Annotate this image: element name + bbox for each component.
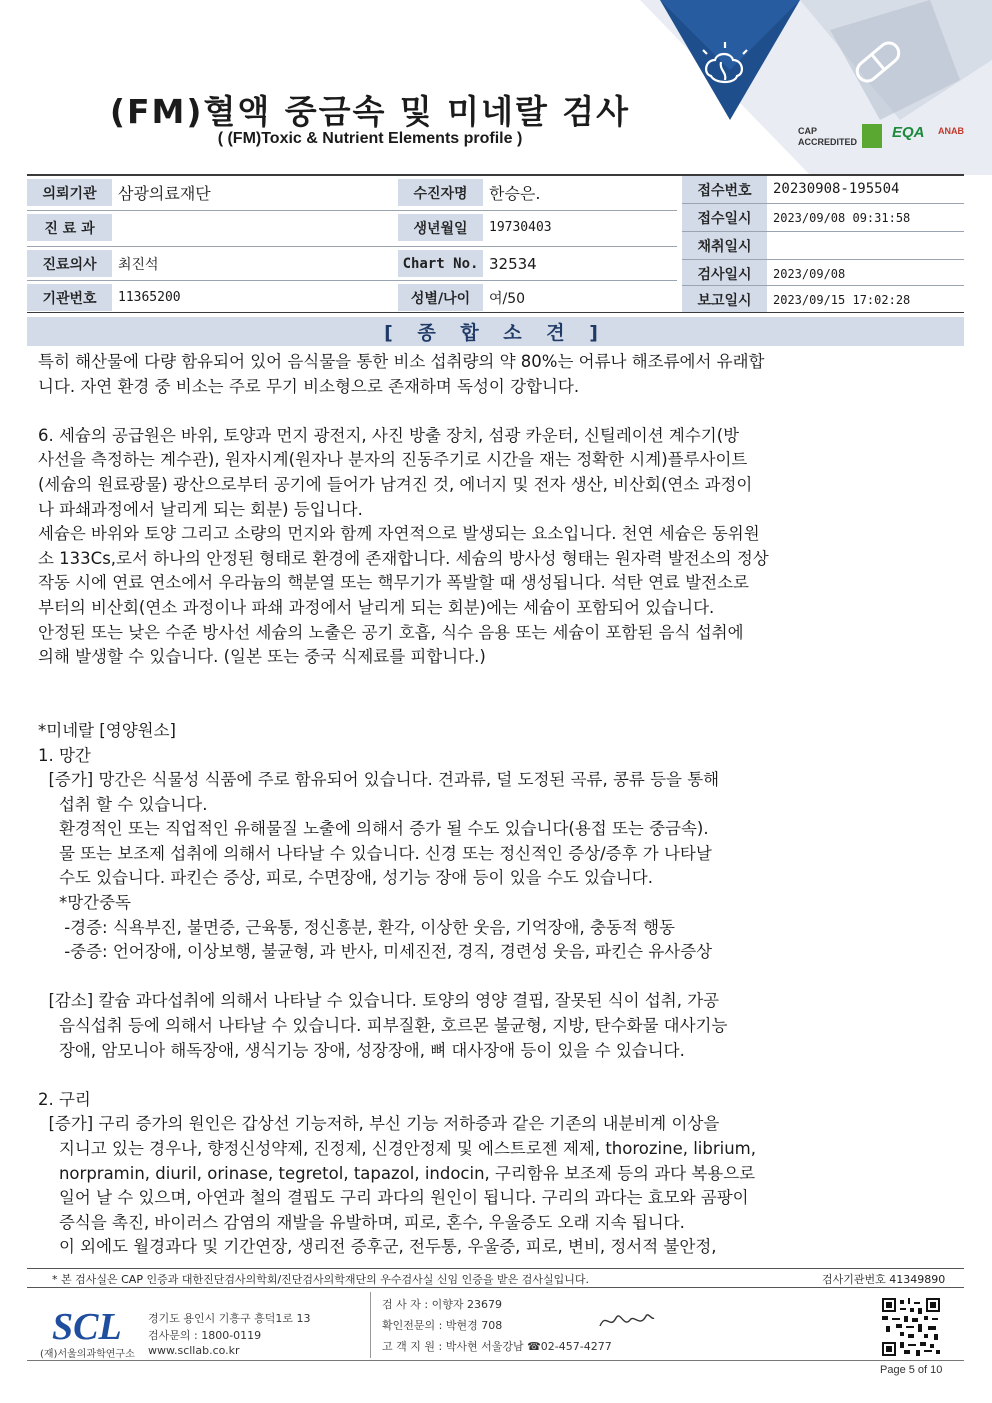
doctor-value: 최진석 — [118, 256, 159, 273]
customer-support: 고 객 지 원 : 박사현 서울강남 ☎02-457-4277 — [382, 1340, 612, 1353]
body-line: norpramin, diuril, orinase, tegretol, tapazol, indocin, 구리함유 보조제 등의 과다 복용으로 — [38, 1163, 756, 1183]
body-line: 증식을 촉진, 바이러스 감염의 재발을 유발하며, 피로, 혼수, 우울증도 오래 지속 됩니다. — [38, 1212, 685, 1232]
tester: 검 사 자 : 이향자 23679 — [382, 1298, 502, 1311]
cap-logo: CAP ACCREDITED — [798, 126, 858, 147]
body-line: 안정된 또는 낮은 수준 방사선 세슘의 노출은 공기 호흡, 식수 음용 또는 세슘이 포함된 음식 섭취에 — [38, 622, 744, 642]
confirming-physician: 확인전문의 : 박현경 708 — [382, 1319, 503, 1332]
table-row-divider — [27, 280, 677, 281]
body-line: [증가] 구리 증가의 원인은 갑상선 기능저하, 부신 기능 저하증과 같은 기존의 내분비계 이상을 — [38, 1114, 720, 1134]
body-line: (세슘의 원료광물) 광산으로부터 공기에 들어가 남겨진 것, 에너지 및 전자 생산, 비산회(연소 과정이 — [38, 474, 753, 494]
patient-label: 수진자명 — [398, 179, 483, 206]
body-line: 이 외에도 월경과다 및 기간연장, 생리전 증후군, 전두통, 우울증, 피로, 변비, 정서적 불안정, — [38, 1237, 717, 1257]
table-row-divider — [682, 259, 964, 260]
body-line: 부터의 비산회(연소 과정이나 파쇄 과정에서 날리게 되는 회분)에는 세슘이 포함되어 있습니다. — [38, 597, 715, 617]
lm-logo-icon — [862, 124, 882, 148]
org-address: 경기도 용인시 기흥구 흥덕1로 13 — [148, 1312, 311, 1325]
body-line — [38, 694, 938, 719]
report-date-value: 2023/09/15 17:02:28 — [773, 292, 911, 307]
summary-body — [38, 350, 938, 1260]
table-row-divider — [27, 210, 677, 211]
inst-no-value: 11365200 — [118, 290, 181, 305]
website-link[interactable]: www.scllab.co.kr — [148, 1344, 240, 1357]
body-line: 6. 세슘의 공급원은 바위, 토양과 먼지 광전지, 사진 방출 장치, 섬광 카운터, 신틸레이션 계수기(방 — [38, 425, 740, 445]
table-row-divider — [682, 203, 964, 204]
body-line: 지니고 있는 경우나, 향정신성약제, 진정제, 신경안정제 및 에스트로젠 제제, thorozine, librium, — [38, 1139, 756, 1158]
body-line: -경증: 식욕부진, 불면증, 근육통, 정신흥분, 환각, 이상한 웃음, 기억장애, 충동적 행동 — [38, 917, 675, 937]
body-line: -중증: 언어장애, 이상보행, 불균형, 과 반사, 미세진전, 경직, 경련성 웃음, 파킨슨 유사증상 — [38, 942, 713, 962]
registration-number: 검사기관번호 41349890 — [822, 1273, 946, 1286]
body-line: 일어 날 수 있으며, 아연과 철의 결핍도 구리 과다의 원인이 됩니다. 구리의 과다는 효모와 곰팡이 — [38, 1188, 749, 1208]
test-date-label: 검사일시 — [682, 260, 767, 287]
institution-label: 의뢰기관 — [27, 179, 112, 206]
table-row-divider — [682, 231, 964, 232]
body-line: 특히 해산물에 다량 함유되어 있어 음식물을 통한 비소 섭취량의 약 80%는 어류나 해조류에서 유래합 — [38, 352, 765, 371]
body-line: 1. 망간 — [38, 745, 91, 765]
chart-label: Chart No. — [398, 250, 483, 277]
report-title: (FM)혈액 중금속 및 미네랄 검사 — [109, 92, 631, 131]
sexage-label: 성별/나이 — [398, 284, 483, 311]
org-name: (재)서울의과학연구소 — [40, 1349, 135, 1360]
receipt-date-label: 접수일시 — [682, 204, 767, 231]
table-bottom-border — [27, 312, 964, 313]
patient-value: 한승은. — [489, 184, 541, 203]
body-line: 세슘은 바위와 토양 그리고 소량의 먼지와 함께 자연적으로 발생되는 요소입니다. 천연 세슘은 동위원 — [38, 524, 760, 544]
body-line: [증가] 망간은 식물성 식품에 주로 함유되어 있습니다. 견과류, 덜 도정된 곡류, 콩류 등을 통해 — [38, 770, 720, 790]
footer-divider — [27, 1268, 964, 1269]
body-line: 2. 구리 — [38, 1089, 91, 1109]
qr-code-icon — [882, 1298, 940, 1356]
receipt-date-value: 2023/09/08 09:31:58 — [773, 210, 911, 225]
collect-value — [767, 232, 964, 259]
page-number: Page 5 of 10 — [880, 1364, 943, 1376]
birth-value: 19730403 — [489, 220, 552, 235]
report-subtitle: ( (FM)Toxic & Nutrient Elements profile ) — [217, 130, 523, 147]
body-line: 의해 발생할 수 있습니다. (일본 또는 중국 식제료를 피합니다.) — [38, 647, 486, 667]
inquiry-phone: 검사문의 : 1800-0119 — [148, 1329, 262, 1342]
footer-divider — [27, 1360, 964, 1361]
chart-value: 32534 — [489, 254, 537, 273]
table-row-divider — [27, 246, 677, 247]
receipt-no-value: 20230908-195504 — [773, 180, 900, 197]
department-value — [112, 214, 392, 241]
inst-no-label: 기관번호 — [27, 284, 112, 311]
sexage-value: 여/50 — [489, 290, 526, 307]
certification-logos — [798, 120, 968, 156]
test-date-value: 2023/09/08 — [773, 266, 846, 281]
signature-icon — [596, 1306, 656, 1336]
footer-divider — [27, 1287, 964, 1288]
scl-logo: SCL — [52, 1306, 122, 1348]
anab-logo: ANAB — [938, 126, 964, 136]
certification-note: * 본 검사실은 CAP 인증과 대한진단검사의학회/진단검사의학재단의 우수검사실 신임 인증을 받은 검사실입니다. — [52, 1273, 590, 1286]
footer-separator — [370, 1292, 371, 1358]
body-line: 니다. 자연 환경 중 비소는 주로 무기 비소형으로 존재하며 독성이 강합니다. — [38, 376, 580, 396]
body-line: 환경적인 또는 직업적인 유해물질 노출에 의해서 증가 될 수도 있습니다(용접 또는 중금속). — [38, 819, 709, 839]
body-line: 물 또는 보조제 섭취에 의해서 나타날 수 있습니다. 신경 또는 정신적인 증상/증후 가 나타날 — [38, 843, 712, 863]
birth-label: 생년월일 — [398, 214, 483, 241]
body-line — [38, 399, 938, 424]
body-line: 음식섭취 등에 의해서 나타날 수 있습니다. 피부질환, 호르몬 불균형, 지방, 탄수화물 대사기능 — [38, 1016, 728, 1036]
report-date-label: 보고일시 — [682, 286, 767, 313]
body-line: [감소] 칼슘 과다섭취에 의해서 나타날 수 있습니다. 토양의 영양 결핍, 잘못된 식이 섭취, 가공 — [38, 991, 720, 1011]
eqa-logo: EQA — [892, 124, 925, 141]
collect-label: 채취일시 — [682, 232, 767, 259]
body-line: 나 파쇄과정에서 날리게 되는 회분) 등입니다. — [38, 499, 363, 519]
body-line: *미네랄 [영양원소] — [38, 720, 176, 740]
table-row-divider — [682, 285, 964, 286]
body-line: 작동 시에 연료 연소에서 우라늄의 핵분열 또는 핵무기가 폭발할 때 생성됩니다. 석탄 연료 발전소로 — [38, 573, 749, 593]
body-line: *망간중독 — [38, 893, 131, 913]
body-line — [38, 1063, 938, 1088]
summary-heading: [ 종 합 소 견 ] — [27, 317, 964, 346]
department-label: 진 료 과 — [27, 214, 112, 241]
body-line: 섭취 할 수 있습니다. — [38, 794, 208, 814]
doctor-label: 진료의사 — [27, 250, 112, 277]
body-line: 사선을 측정하는 계수관), 원자시계(원자나 분자의 진동주기로 시간을 재는 정확한 시계)플루사이트 — [38, 450, 748, 470]
body-line: 장애, 암모니아 해독장애, 생식기능 장애, 성장장애, 뼈 대사장애 등이 있을 수 있습니다. — [38, 1040, 685, 1060]
body-line — [38, 965, 938, 990]
body-line: 수도 있습니다. 파킨슨 증상, 피로, 수면장애, 성기능 장애 등이 있을 수도 있습니다. — [38, 868, 653, 888]
body-line: 소 133Cs,로서 하나의 안정된 형태로 환경에 존재합니다. 세슘의 방사성 형태는 원자력 발전소의 정상 — [38, 548, 769, 568]
institution-value: 삼광의료재단 — [118, 184, 211, 203]
receipt-no-label: 접수번호 — [682, 176, 767, 203]
body-line — [38, 670, 938, 695]
